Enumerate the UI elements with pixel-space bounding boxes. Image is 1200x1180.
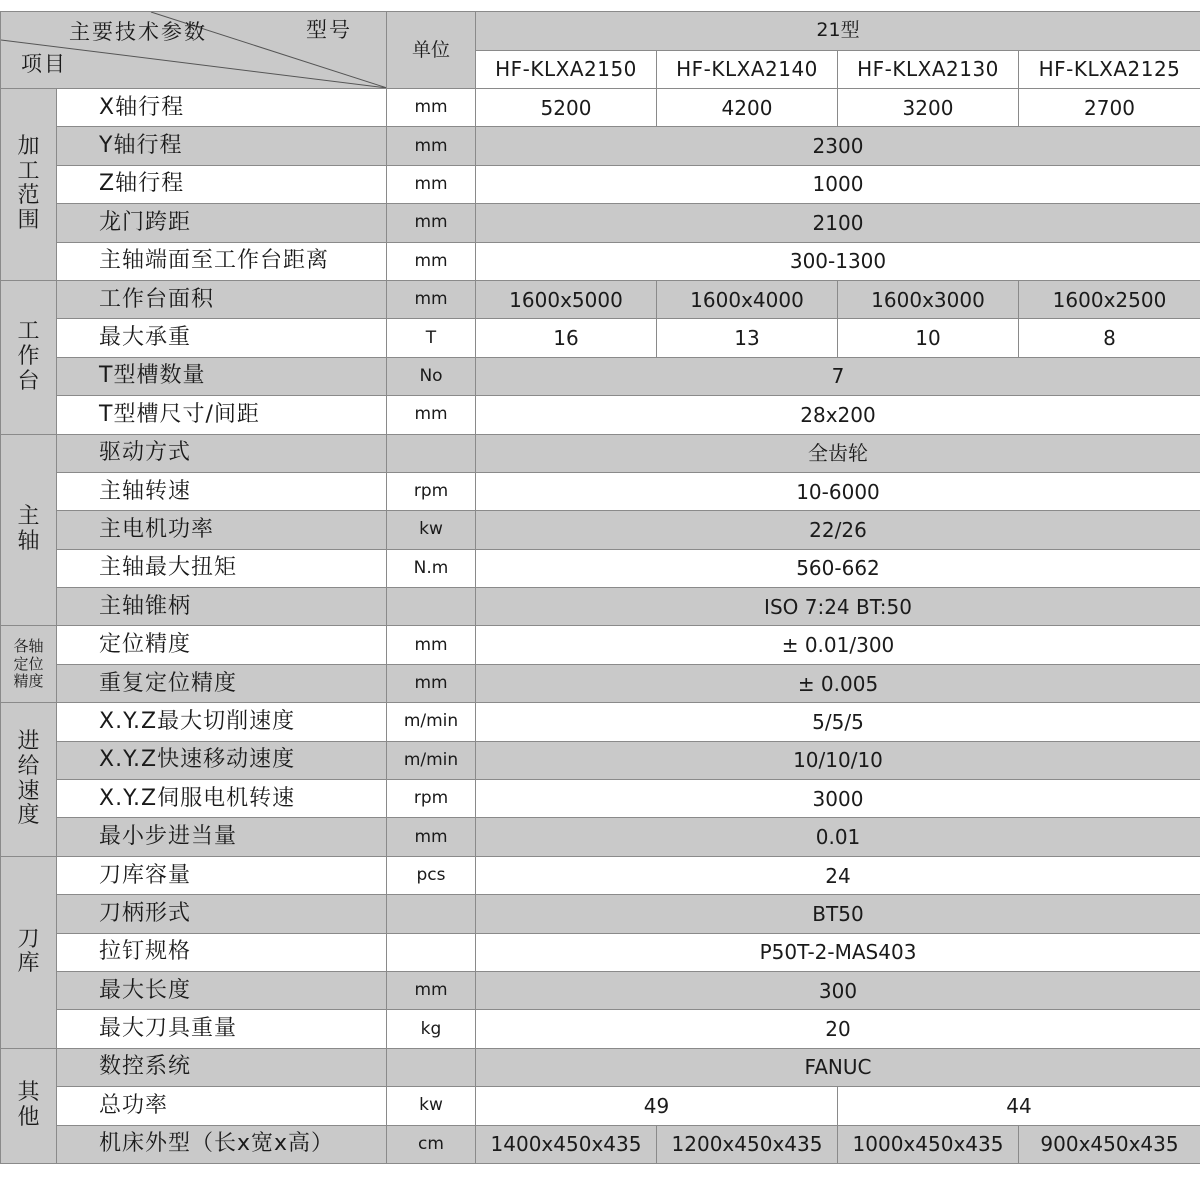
value-cell: ± 0.005 <box>476 664 1200 702</box>
value-cell: 1400x450x435 <box>476 1125 657 1163</box>
value-cell: 3200 <box>838 89 1019 127</box>
group-label: 刀库 <box>1 856 57 1048</box>
group-label: 进给速度 <box>1 703 57 857</box>
unit-cell: No <box>387 357 476 395</box>
unit-cell: mm <box>387 396 476 434</box>
table-row <box>1 971 1200 1009</box>
table-row <box>1 741 1200 779</box>
value-cell: 4200 <box>657 89 838 127</box>
value-cell: 1600x5000 <box>476 280 657 318</box>
value-cell: 0.01 <box>476 818 1200 856</box>
table-row <box>1 396 1200 434</box>
table-row <box>1 1048 1200 1086</box>
value-cell: 20 <box>476 1010 1200 1048</box>
table-row <box>1 703 1200 741</box>
table-row <box>1 818 1200 856</box>
group-label: 工作台 <box>1 280 57 434</box>
unit-cell: kw <box>387 511 476 549</box>
table-row <box>1 511 1200 549</box>
value-cell: 10-6000 <box>476 472 1200 510</box>
param-name: Y轴行程 <box>57 127 387 165</box>
value-cell: 8 <box>1019 319 1200 357</box>
table-row <box>1 165 1200 203</box>
spec-table <box>0 11 1200 1164</box>
value-cell: 5200 <box>476 89 657 127</box>
value-cell: ± 0.01/300 <box>476 626 1200 664</box>
value-cell: 1600x4000 <box>657 280 838 318</box>
value-cell: 1600x2500 <box>1019 280 1200 318</box>
table-row <box>1 856 1200 894</box>
value-cell: 16 <box>476 319 657 357</box>
value-cell: 560-662 <box>476 549 1200 587</box>
table-row <box>1 472 1200 510</box>
param-name: 数控系统 <box>57 1048 387 1086</box>
table-row <box>1 280 1200 318</box>
param-name: 主轴最大扭矩 <box>57 549 387 587</box>
value-cell: BT50 <box>476 895 1200 933</box>
unit-cell: mm <box>387 89 476 127</box>
param-name: 重复定位精度 <box>57 664 387 702</box>
main-params-label: 主要技术参数 <box>69 20 207 44</box>
param-name: Z轴行程 <box>57 165 387 203</box>
param-name: 驱动方式 <box>57 434 387 472</box>
value-cell: 1600x3000 <box>838 280 1019 318</box>
unit-cell: cm <box>387 1125 476 1163</box>
header-row-1 <box>1 12 1200 51</box>
value-cell: 44 <box>838 1087 1200 1125</box>
header-corner-cell <box>1 12 387 89</box>
param-name: 主电机功率 <box>57 511 387 549</box>
value-cell: 2300 <box>476 127 1200 165</box>
table-row <box>1 204 1200 242</box>
value-cell: 24 <box>476 856 1200 894</box>
table-row <box>1 242 1200 280</box>
param-name: 主轴端面至工作台距离 <box>57 242 387 280</box>
group-label: 加工范围 <box>1 89 57 281</box>
model-header: HF-KLXA2125 <box>1019 50 1200 89</box>
table-row <box>1 1010 1200 1048</box>
table-row <box>1 1125 1200 1163</box>
value-cell: 全齿轮 <box>476 434 1200 472</box>
param-name: 拉钉规格 <box>57 933 387 971</box>
value-cell: 28x200 <box>476 396 1200 434</box>
value-cell: 1200x450x435 <box>657 1125 838 1163</box>
param-name: X轴行程 <box>57 89 387 127</box>
param-name: 最大长度 <box>57 971 387 1009</box>
item-label: 项目 <box>21 52 67 76</box>
value-cell: 22/26 <box>476 511 1200 549</box>
value-cell: 1000 <box>476 165 1200 203</box>
group-label: 各轴定位精度 <box>1 626 57 703</box>
model-label: 型号 <box>306 18 352 42</box>
value-cell: 49 <box>476 1087 838 1125</box>
unit-cell: mm <box>387 818 476 856</box>
value-cell: P50T-2-MAS403 <box>476 933 1200 971</box>
unit-cell: m/min <box>387 703 476 741</box>
table-row <box>1 1087 1200 1125</box>
param-name: X.Y.Z最大切削速度 <box>57 703 387 741</box>
param-name: 主轴锥柄 <box>57 588 387 626</box>
model-header: HF-KLXA2140 <box>657 50 838 89</box>
unit-cell: kw <box>387 1087 476 1125</box>
unit-cell: rpm <box>387 780 476 818</box>
param-name: 工作台面积 <box>57 280 387 318</box>
value-cell: 900x450x435 <box>1019 1125 1200 1163</box>
param-name: 刀库容量 <box>57 856 387 894</box>
unit-cell: mm <box>387 664 476 702</box>
unit-cell: mm <box>387 280 476 318</box>
table-row <box>1 664 1200 702</box>
unit-cell: mm <box>387 165 476 203</box>
value-cell: 300 <box>476 971 1200 1009</box>
value-cell: 10 <box>838 319 1019 357</box>
param-name: 机床外型（长x宽x高） <box>57 1125 387 1163</box>
unit-cell: mm <box>387 204 476 242</box>
unit-cell <box>387 895 476 933</box>
series-header: 21型 <box>476 12 1200 51</box>
unit-cell <box>387 1048 476 1086</box>
unit-header: 单位 <box>387 12 476 89</box>
param-name: 定位精度 <box>57 626 387 664</box>
value-cell: 1000x450x435 <box>838 1125 1019 1163</box>
unit-cell: T <box>387 319 476 357</box>
value-cell: 2700 <box>1019 89 1200 127</box>
unit-cell: kg <box>387 1010 476 1048</box>
unit-cell: mm <box>387 242 476 280</box>
group-label: 主轴 <box>1 434 57 626</box>
value-cell: FANUC <box>476 1048 1200 1086</box>
model-header: HF-KLXA2130 <box>838 50 1019 89</box>
param-name: X.Y.Z快速移动速度 <box>57 741 387 779</box>
table-row <box>1 549 1200 587</box>
param-name: 主轴转速 <box>57 472 387 510</box>
model-header: HF-KLXA2150 <box>476 50 657 89</box>
table-row <box>1 895 1200 933</box>
table-row <box>1 588 1200 626</box>
value-cell: 10/10/10 <box>476 741 1200 779</box>
table-row <box>1 933 1200 971</box>
table-row <box>1 434 1200 472</box>
unit-cell: mm <box>387 127 476 165</box>
group-label: 其他 <box>1 1048 57 1163</box>
unit-cell: N.m <box>387 549 476 587</box>
value-cell: 7 <box>476 357 1200 395</box>
table-row <box>1 357 1200 395</box>
value-cell: 2100 <box>476 204 1200 242</box>
table-row <box>1 780 1200 818</box>
value-cell: 5/5/5 <box>476 703 1200 741</box>
value-cell: 13 <box>657 319 838 357</box>
unit-cell <box>387 588 476 626</box>
table-row <box>1 127 1200 165</box>
table-row <box>1 319 1200 357</box>
table-row <box>1 626 1200 664</box>
table-row <box>1 89 1200 127</box>
param-name: 刀柄形式 <box>57 895 387 933</box>
unit-cell <box>387 434 476 472</box>
value-cell: 300-1300 <box>476 242 1200 280</box>
param-name: 最大刀具重量 <box>57 1010 387 1048</box>
param-name: T型槽数量 <box>57 357 387 395</box>
value-cell: ISO 7:24 BT:50 <box>476 588 1200 626</box>
param-name: 龙门跨距 <box>57 204 387 242</box>
param-name: 最小步进当量 <box>57 818 387 856</box>
value-cell: 3000 <box>476 780 1200 818</box>
param-name: 最大承重 <box>57 319 387 357</box>
param-name: X.Y.Z伺服电机转速 <box>57 780 387 818</box>
param-name: 总功率 <box>57 1087 387 1125</box>
unit-cell <box>387 933 476 971</box>
unit-cell: mm <box>387 626 476 664</box>
param-name: T型槽尺寸/间距 <box>57 396 387 434</box>
unit-cell: mm <box>387 971 476 1009</box>
unit-cell: pcs <box>387 856 476 894</box>
unit-cell: m/min <box>387 741 476 779</box>
unit-cell: rpm <box>387 472 476 510</box>
